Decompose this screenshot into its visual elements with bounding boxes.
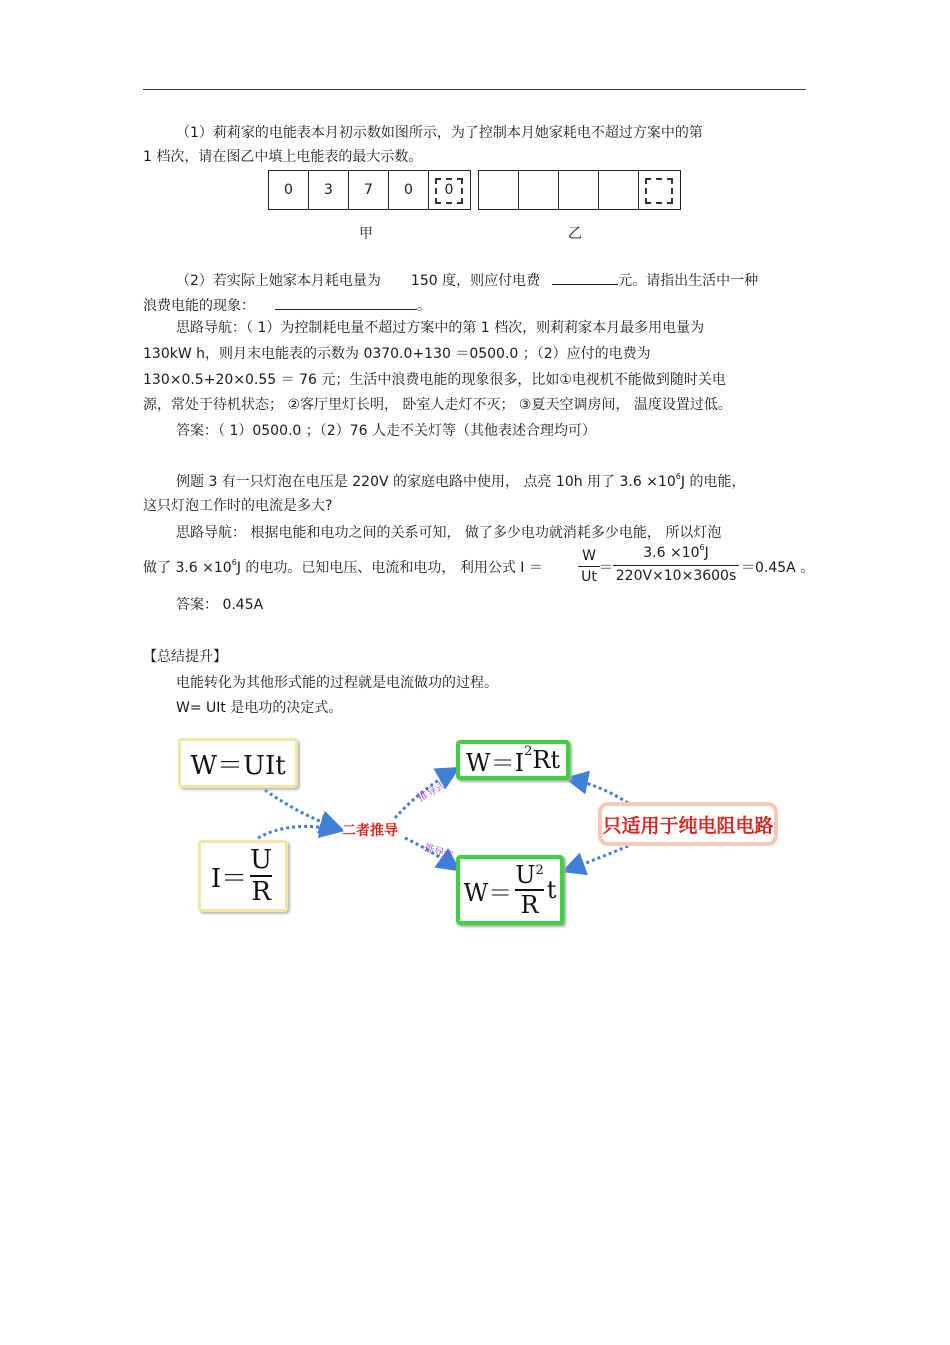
example3-text-b: J 的电能， xyxy=(680,474,746,490)
fraction-numerator xyxy=(515,861,544,889)
exponent: 2 xyxy=(535,863,544,878)
label-jia: 甲 xyxy=(359,226,373,242)
guide1-line4: 源，常处于待机状态； ②客厅里灯长明， 卧室人走灯不灭； ③夏天空调房间， 温度设置过低。 xyxy=(143,397,732,413)
exponent: 2 xyxy=(524,743,533,759)
guide-text-a: 做了 3.6 ×10 xyxy=(143,560,232,576)
example3-answer: 答案： 0.45A xyxy=(176,597,264,613)
q2-text-c: 元。请指出生活中一种 xyxy=(618,273,759,289)
numerator-text: U xyxy=(515,861,536,889)
arrow-note-to-box3 xyxy=(570,779,628,803)
arrow-label-bottom: 推导式 xyxy=(422,842,455,863)
example3-line2: 这只灯泡工作时的电流是多大? xyxy=(143,498,333,514)
formula-text: W＝UIt xyxy=(190,750,286,781)
guide-text-b: J 的电功。已知电压、电流和电功， 利用公式 I ＝ xyxy=(236,560,543,576)
exponent: 6 xyxy=(699,543,705,552)
q1-line2: 1 档次，请在图乙中填上电能表的最大示数。 xyxy=(143,149,423,165)
guide1-answer: 答案：（ 1）0500.0 ；（2）76 人走不关灯等（其他表述合理均可） xyxy=(176,423,596,439)
fraction-numerator: U xyxy=(250,845,273,875)
q2-text-a: （2）若实际上她家本月耗电量为 xyxy=(176,273,381,289)
arrow-box1-to-center xyxy=(265,790,338,828)
fraction-u-over-r xyxy=(250,845,272,907)
fraction-denominator: R xyxy=(251,877,271,907)
formula-text: I＝ xyxy=(210,863,248,894)
label-yi: 乙 xyxy=(568,226,582,242)
guide1-line2: 130kW h，则月末电能表的示数为 0370.0+130 ＝0500.0 ；（2）应付的电费为 xyxy=(143,346,651,362)
numerator-unit: J xyxy=(704,545,709,561)
example3-guide-line1: 思路导航： 根据电能和电功之间的关系可知， 做了多少电功就消耗多少电能， 所以灯泡 xyxy=(176,525,722,541)
meter-jia-digit: 0 xyxy=(444,182,454,198)
fraction-denominator: R xyxy=(520,891,539,919)
q2-line2-end: 。 xyxy=(417,298,431,314)
numerator-text: 3.6 ×10 xyxy=(643,545,700,561)
q2-text-b: 150 度，则应付电费 xyxy=(410,273,541,289)
example3-text-a: 例题 3 有一只灯泡在电压是 220V 的家庭电路中使用， 点亮 10h 用了 3.6 ×10 xyxy=(176,474,676,490)
arrow-note-to-box4 xyxy=(567,846,628,870)
fraction-u2-over-r xyxy=(515,861,544,919)
q2-line2-text: 浪费电能的现象： xyxy=(143,298,255,314)
center-label: 二者推导 xyxy=(342,823,398,839)
fraction-numerator: W xyxy=(582,548,596,564)
arrow-box2-to-center xyxy=(258,826,338,838)
formula-text: W＝I xyxy=(465,748,525,777)
result: ＝0.45A 。 xyxy=(741,560,815,576)
guide1-line1: 思路导航：（ 1）为控制耗电量不超过方案中的第 1 档次，则莉莉家本月最多用电量为 xyxy=(176,320,705,336)
exponent: 6 xyxy=(675,472,681,481)
summary-line1: 电能转化为其他形式能的过程就是电流做功的过程。 xyxy=(176,675,498,691)
equals-sign: ＝ xyxy=(599,560,613,576)
meter-jia-digit: 0 xyxy=(269,171,309,209)
fraction-denominator: Ut xyxy=(581,569,597,585)
formula-box-w-u2-over-r-t xyxy=(456,855,564,925)
formula-box-w-uit xyxy=(178,738,298,788)
formula-text: W＝ xyxy=(463,878,513,907)
exponent: 6 xyxy=(231,558,237,567)
note-box xyxy=(598,802,778,846)
meter-jia-digit: 7 xyxy=(349,171,389,209)
note-text: 只适用于纯电阻电路 xyxy=(602,814,774,837)
summary-title: 【总结提升】 xyxy=(143,649,227,665)
arrow-label-top: 推导式 xyxy=(416,780,448,805)
formula-text-end: Rt xyxy=(532,746,561,774)
formula-box-i-u-r xyxy=(198,840,288,912)
fraction-denominator: 220V×10×3600s xyxy=(615,568,737,584)
meter-jia-digit: 0 xyxy=(389,171,429,209)
summary-line2: W= UIt 是电功的决定式。 xyxy=(176,700,343,716)
q1-line1: （1）莉莉家的电能表本月初示数如图所示，为了控制本月她家耗电不超过方案中的第 xyxy=(176,125,703,141)
guide1-line3: 130×0.5+20×0.55 ＝ 76 元；生活中浪费电能的现象很多，比如①电视机不能做到随时关电 xyxy=(143,372,726,388)
meter-jia-digit: 3 xyxy=(309,171,349,209)
formula-box-w-i2rt xyxy=(456,740,570,780)
formula-text-end: t xyxy=(546,876,557,904)
